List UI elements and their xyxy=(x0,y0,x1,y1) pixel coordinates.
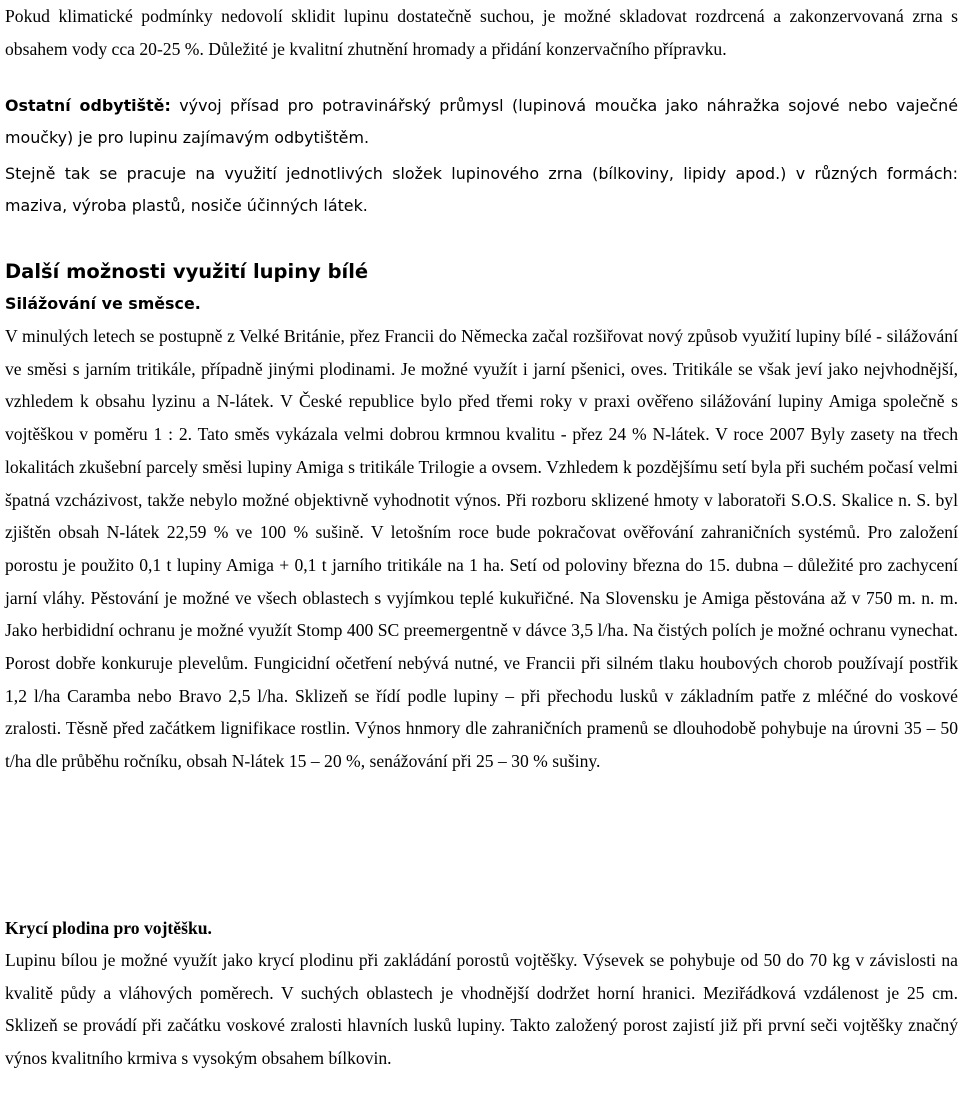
silage-paragraph: V minulých letech se postupně z Velké Británie, přez Francii do Německa začal rozšiřovat nový způsob využití lupiny bílé - silážování ve směsi s jarním tritikále, případně jinými plodinami. Je možné využít i jarní pšenici, oves. Tritikále se však jeví jako nejvhodnější, vzhledem k obsahu lyzinu a N-látek. V České republice bylo před třemi roky v praxi ověřeno silážování lupiny Amiga společně s vojtěškou v poměru 1 : 2. Tato směs vykázala velmi dobrou krmnou kvalitu - přez 24 % N-látek. V roce 2007 Byly zasety na třech lokalitách zkušební parcely směsi lupiny Amiga s tritikále Trilogie a ovsem. Vzhledem k pozdějšímu setí byla při suchém počasí velmi špatná vzcházivost, takže nebylo možné objektivně vyhodnotit výnos. Při rozboru sklizené hmoty v laboratoři S.O.S. Skalice n. S. byl zjištěn obsah N-látek 22,59 % ve 100 % sušině. V letošním roce bude pokračovat ověřování zahraničních systémů. Pro založení porostu je použito 0,1 t lupiny Amiga + 0,1 t jarního tritikále na 1 ha. Setí od poloviny března do 15. dubna – důležité pro zachycení jarní vláhy. Pěstování je možné ve všech oblastech s vyjímkou teplé kukuřičné. Na Slovensku je Amiga pěstována až v 750 m. n. m. Jako herbididní ochranu je možné využít Stomp 400 SC preemergentně v dávce 3,5 l/ha. Na čistých polích je možné ochranu vynechat. Porost dobře konkuruje plevelům. Fungicidní očetření nebývá nutné, ve Francii při silném tlaku houbových chorob používají postřik 1,2 l/ha Caramba nebo Bravo 2,5 l/ha. Sklizeň se řídí podle lupiny – při přechodu lusků v základním patře z mléčné do voskové zralosti. Těsně před začátkem lignifikace rostlin. Výnos hnmory dle zahraničních pramenů se dlouhodobě pohybuje na úrovni 35 – 50 t/ha dle průběhu ročníku, obsah N-látek 15 – 20 %, senážování při 25 – 30 % sušiny. xyxy=(5,326,958,772)
silage-subheading: Silážování ve směsce. xyxy=(5,294,201,313)
section-heading: Další možnosti využití lupiny bílé xyxy=(5,260,369,283)
other-outlets-paragraph xyxy=(5,90,958,153)
cover-crop-paragraph: Lupinu bílou je možné využít jako krycí plodinu při zakládání porostů vojtěšky. Výsevek se pohybuje od 50 do 70 kg v závislosti na kvalitě půdy a vláhových poměrech. V suchých oblastech je vhodnější dodržet horní hranici. Meziřádková vzdálenost je 25 cm. Sklizeň se provádí při začátku voskové zralosti hlavních lusků lupiny. Takto založený porost zajistí již při první seči vojtěšky značný výnos kvalitního krmiva s vysokým obsahem bílkovin. xyxy=(5,950,958,1069)
other-outlets-label: Ostatní odbytiště: xyxy=(5,96,171,115)
storage-paragraph: Pokud klimatické podmínky nedovolí sklidit lupinu dostatečně suchou, je možné skladovat rozdrcená a zakonzervovaná zrna s obsahem vody cca 20-25 %. Důležité je kvalitní zhutnění hromady a přidání konzervačního přípravku. xyxy=(5,6,958,59)
cover-crop-subheading: Krycí plodina pro vojtěšku. xyxy=(5,918,212,938)
components-paragraph: Stejně tak se pracuje na využití jednotlivých složek lupinového zrna (bílkoviny, lipidy apod.) v různých formách: maziva, výroba plastů, nosiče účinných látek. xyxy=(5,164,958,215)
other-outlets-text: vývoj přísad pro potravinářský průmysl (lupinová moučka jako náhražka sojové nebo vaječné moučky) je pro lupinu zajímavým odbytištěm. xyxy=(5,96,958,147)
